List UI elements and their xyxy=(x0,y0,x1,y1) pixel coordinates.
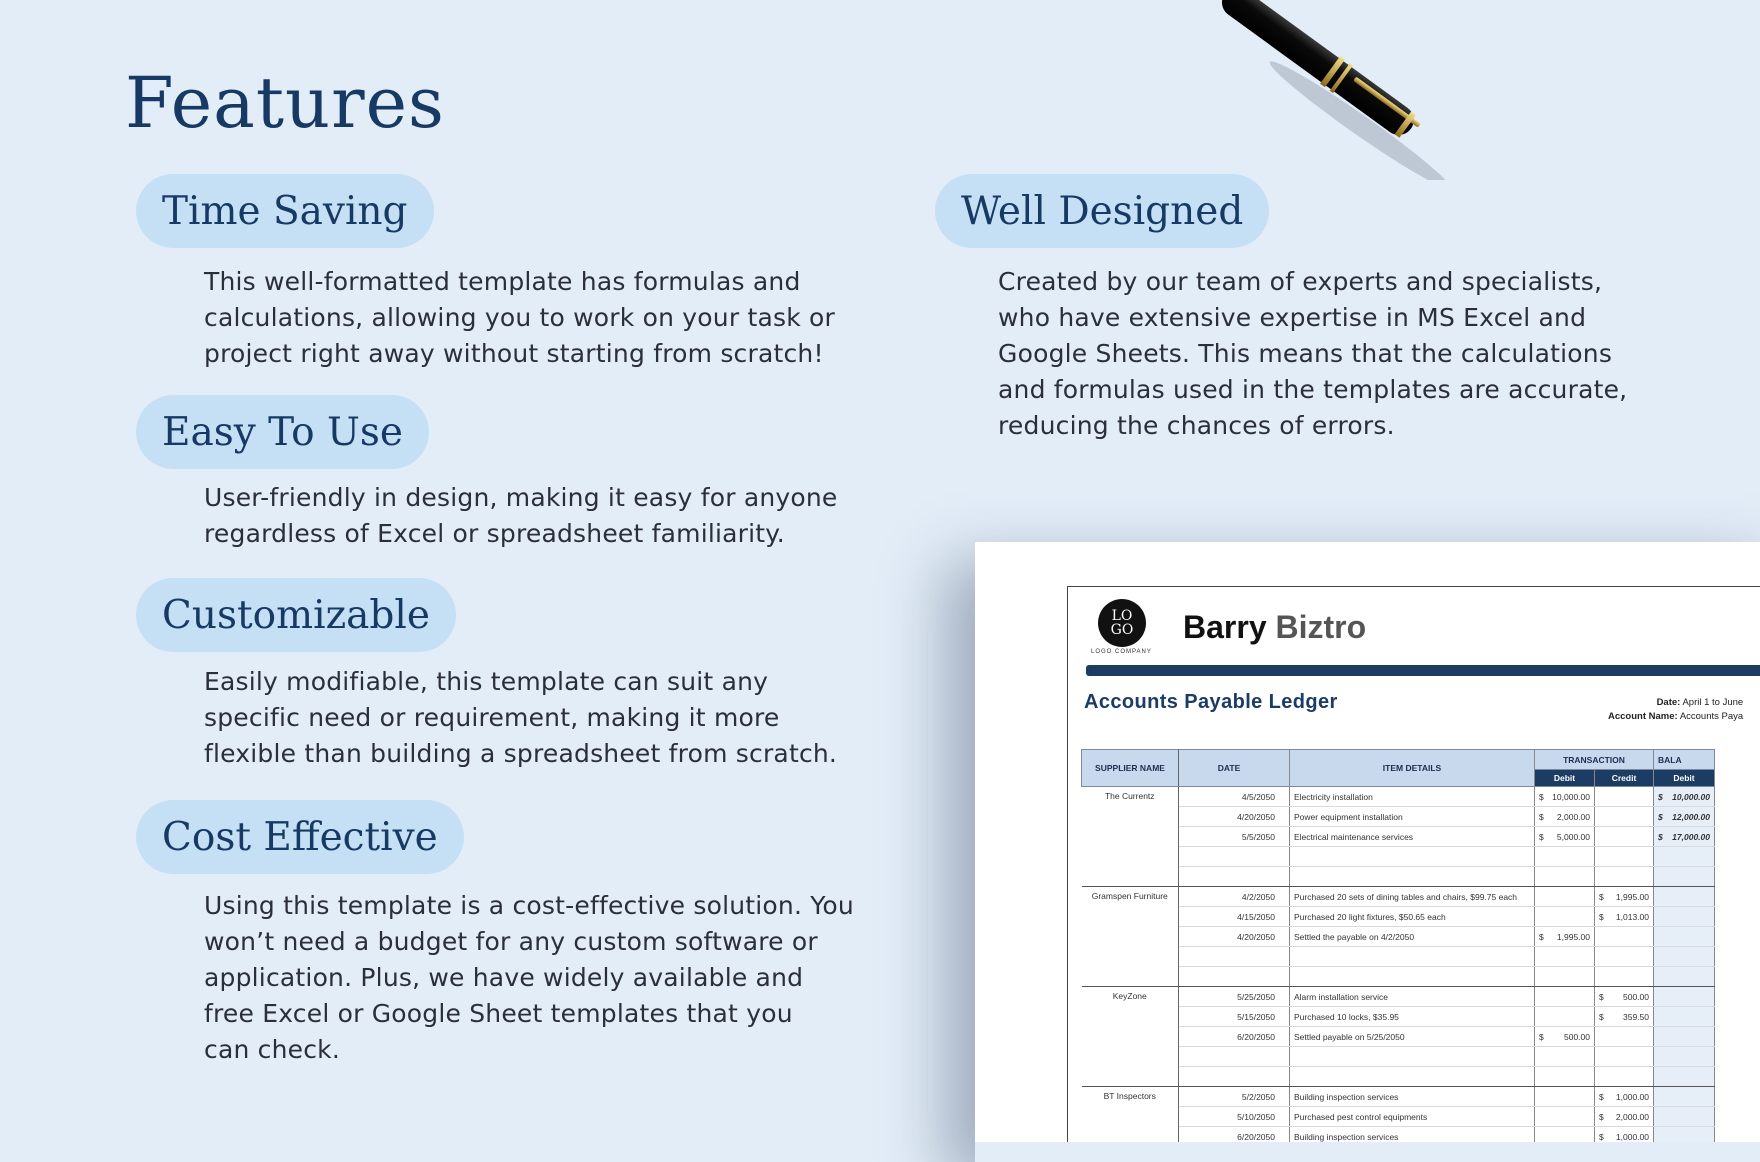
ledger-body xyxy=(1082,787,1715,1143)
logo-text-line1: LO xyxy=(1111,608,1133,624)
row-balance xyxy=(1654,947,1715,967)
amount: 359.50 xyxy=(1623,1011,1649,1022)
currency-symbol: $ xyxy=(1599,911,1604,922)
row-date: 4/5/2050 xyxy=(1179,787,1290,807)
feature-heading-well-designed: Well Designed xyxy=(935,174,1269,248)
row-balance xyxy=(1654,1007,1715,1027)
text-line: won’t need a budget for any custom software or xyxy=(204,927,818,956)
supplier-name: The Currentz xyxy=(1082,787,1179,887)
date-label: Date: xyxy=(1656,697,1681,708)
account-value: Accounts Paya xyxy=(1679,711,1744,722)
row-credit xyxy=(1595,947,1654,967)
row-date: 4/20/2050 xyxy=(1179,927,1290,947)
row-credit xyxy=(1595,1087,1654,1107)
text-line: can check. xyxy=(204,1035,340,1064)
row-balance xyxy=(1654,1087,1715,1107)
row-item-details: Purchased 20 sets of dining tables and chairs, $99.75 each xyxy=(1290,887,1535,907)
company-name-second: Biztro xyxy=(1275,609,1367,645)
row-item-details xyxy=(1290,867,1535,887)
row-item-details: Purchased 20 light fixtures, $50.65 each xyxy=(1290,907,1535,927)
row-balance xyxy=(1654,907,1715,927)
feature-text-well-designed xyxy=(998,264,1627,444)
logo-text-line2: GO xyxy=(1110,622,1134,638)
currency-symbol: $ xyxy=(1599,1131,1604,1142)
row-debit xyxy=(1535,1007,1595,1027)
row-debit xyxy=(1535,1027,1595,1047)
row-credit xyxy=(1595,847,1654,867)
amount: 10,000.00 xyxy=(1672,791,1710,802)
header-supplier: SUPPLIER NAME xyxy=(1082,750,1179,787)
row-date: 5/5/2050 xyxy=(1179,827,1290,847)
row-date: 4/2/2050 xyxy=(1179,887,1290,907)
fountain-pen-image xyxy=(1180,0,1480,180)
row-balance xyxy=(1654,1027,1715,1047)
supplier-name: Gramspen Furniture xyxy=(1082,887,1179,987)
header-balance: BALA xyxy=(1654,750,1715,770)
text-line: flexible than building a spreadsheet from scratch. xyxy=(204,739,838,768)
text-line: Using this template is a cost-effective solution. You xyxy=(204,891,854,920)
text-line: Created by our team of experts and specialists, xyxy=(998,267,1603,296)
row-credit xyxy=(1595,827,1654,847)
feature-heading-customizable: Customizable xyxy=(136,578,456,652)
row-credit xyxy=(1595,887,1654,907)
row-debit xyxy=(1535,887,1595,907)
feature-heading-cost-effective: Cost Effective xyxy=(136,800,464,874)
row-date xyxy=(1179,1047,1290,1067)
row-item-details: Settled payable on 5/25/2050 xyxy=(1290,1027,1535,1047)
table-row xyxy=(1082,987,1715,1007)
row-debit xyxy=(1535,1067,1595,1087)
row-credit xyxy=(1595,987,1654,1007)
text-line: Easily modifiable, this template can suit any xyxy=(204,667,769,696)
row-date: 4/15/2050 xyxy=(1179,907,1290,927)
ledger-table xyxy=(1081,749,1715,1142)
header-balance-debit: Debit xyxy=(1654,770,1715,787)
row-balance xyxy=(1654,787,1715,807)
amount: 1,000.00 xyxy=(1615,1091,1649,1102)
amount: 5,000.00 xyxy=(1556,831,1590,842)
row-item-details xyxy=(1290,967,1535,987)
header-divider xyxy=(1086,665,1760,676)
row-debit xyxy=(1535,907,1595,927)
text-line: reducing the chances of errors. xyxy=(998,411,1395,440)
row-debit xyxy=(1535,847,1595,867)
feature-text-cost-effective xyxy=(204,888,854,1068)
currency-symbol: $ xyxy=(1539,831,1544,842)
text-line: and formulas used in the templates are accurate, xyxy=(998,375,1628,404)
amount: 10,000.00 xyxy=(1552,791,1590,802)
row-date xyxy=(1179,1067,1290,1087)
row-date: 4/20/2050 xyxy=(1179,807,1290,827)
table-row xyxy=(1082,787,1715,807)
row-balance xyxy=(1654,1067,1715,1087)
row-debit xyxy=(1535,827,1595,847)
row-debit xyxy=(1535,967,1595,987)
amount: 17,000.00 xyxy=(1672,831,1710,842)
row-debit xyxy=(1535,927,1595,947)
amount: 1,995.00 xyxy=(1556,931,1590,942)
text-line: free Excel or Google Sheet templates that you xyxy=(204,999,793,1028)
feature-heading-easy-to-use: Easy To Use xyxy=(136,395,429,469)
row-balance xyxy=(1654,847,1715,867)
feature-text-customizable xyxy=(204,664,837,772)
row-debit xyxy=(1535,787,1595,807)
supplier-name: KeyZone xyxy=(1082,987,1179,1087)
currency-symbol: $ xyxy=(1539,931,1544,942)
row-item-details: Alarm installation service xyxy=(1290,987,1535,1007)
currency-symbol: $ xyxy=(1539,1031,1544,1042)
row-item-details: Building inspection services xyxy=(1290,1087,1535,1107)
row-credit xyxy=(1595,927,1654,947)
row-credit xyxy=(1595,1067,1654,1087)
text-line: project right away without starting from scratch! xyxy=(204,339,824,368)
header-credit: Credit xyxy=(1595,770,1654,787)
row-balance xyxy=(1654,1047,1715,1067)
text-line: regardless of Excel or spreadsheet familiarity. xyxy=(204,519,785,548)
row-date: 5/2/2050 xyxy=(1179,1087,1290,1107)
row-balance xyxy=(1654,827,1715,847)
row-date: 5/25/2050 xyxy=(1179,987,1290,1007)
row-balance xyxy=(1654,987,1715,1007)
row-item-details xyxy=(1290,947,1535,967)
currency-symbol: $ xyxy=(1599,1011,1604,1022)
amount: 1,000.00 xyxy=(1615,1131,1649,1142)
table-row xyxy=(1082,1087,1715,1107)
row-credit xyxy=(1595,787,1654,807)
currency-symbol: $ xyxy=(1658,831,1663,842)
text-line: who have extensive expertise in MS Excel and xyxy=(998,303,1587,332)
text-line: calculations, allowing you to work on your task or xyxy=(204,303,835,332)
row-credit xyxy=(1595,907,1654,927)
header-date: DATE xyxy=(1179,750,1290,787)
ledger-title: Accounts Payable Ledger xyxy=(1084,691,1338,713)
row-item-details: Settled the payable on 4/2/2050 xyxy=(1290,927,1535,947)
row-item-details xyxy=(1290,847,1535,867)
row-balance xyxy=(1654,1107,1715,1127)
row-credit xyxy=(1595,1107,1654,1127)
row-date xyxy=(1179,867,1290,887)
row-date: 5/15/2050 xyxy=(1179,1007,1290,1027)
amount: 2,000.00 xyxy=(1615,1111,1649,1122)
row-credit xyxy=(1595,967,1654,987)
logo-icon xyxy=(1098,599,1146,647)
amount: 500.00 xyxy=(1623,991,1649,1002)
header-debit: Debit xyxy=(1535,770,1595,787)
row-debit xyxy=(1535,807,1595,827)
row-item-details: Electricity installation xyxy=(1290,787,1535,807)
row-credit xyxy=(1595,867,1654,887)
header-transaction: TRANSACTION xyxy=(1535,750,1654,770)
row-date xyxy=(1179,947,1290,967)
row-item-details: Electrical maintenance services xyxy=(1290,827,1535,847)
row-balance xyxy=(1654,927,1715,947)
row-credit xyxy=(1595,807,1654,827)
currency-symbol: $ xyxy=(1599,1111,1604,1122)
text-line: This well-formatted template has formulas and xyxy=(204,267,801,296)
row-balance xyxy=(1654,867,1715,887)
text-line: application. Plus, we have widely available and xyxy=(204,963,804,992)
row-debit xyxy=(1535,987,1595,1007)
row-item-details: Purchased 10 locks, $35.95 xyxy=(1290,1007,1535,1027)
spreadsheet-preview xyxy=(975,542,1760,1142)
row-credit xyxy=(1595,1007,1654,1027)
amount: 1,995.00 xyxy=(1615,891,1649,902)
currency-symbol: $ xyxy=(1599,1091,1604,1102)
account-label: Account Name: xyxy=(1608,711,1678,722)
logo-caption: LOGO COMPANY xyxy=(1091,649,1152,655)
header-item-details: ITEM DETAILS xyxy=(1290,750,1535,787)
row-date: 6/20/2050 xyxy=(1179,1027,1290,1047)
company-name xyxy=(1183,609,1366,646)
row-debit xyxy=(1535,1087,1595,1107)
ledger-document xyxy=(1067,586,1760,1142)
amount: 1,013.00 xyxy=(1615,911,1649,922)
row-item-details: Building inspection services xyxy=(1290,1127,1535,1143)
page-title: Features xyxy=(125,62,445,144)
currency-symbol: $ xyxy=(1599,891,1604,902)
row-item-details xyxy=(1290,1047,1535,1067)
feature-text-easy-to-use xyxy=(204,480,838,552)
company-name-first: Barry xyxy=(1183,609,1267,645)
row-balance xyxy=(1654,967,1715,987)
row-item-details: Purchased pest control equipments xyxy=(1290,1107,1535,1127)
row-credit xyxy=(1595,1027,1654,1047)
amount: 2,000.00 xyxy=(1556,811,1590,822)
row-balance xyxy=(1654,807,1715,827)
currency-symbol: $ xyxy=(1539,811,1544,822)
row-balance xyxy=(1654,887,1715,907)
row-item-details: Power equipment installation xyxy=(1290,807,1535,827)
row-debit xyxy=(1535,1047,1595,1067)
row-date: 5/10/2050 xyxy=(1179,1107,1290,1127)
row-debit xyxy=(1535,1107,1595,1127)
row-item-details xyxy=(1290,1067,1535,1087)
row-credit xyxy=(1595,1047,1654,1067)
text-line: Google Sheets. This means that the calculations xyxy=(998,339,1613,368)
supplier-name: BT Inspectors xyxy=(1082,1087,1179,1143)
ledger-meta xyxy=(1608,697,1743,725)
row-date: 6/20/2050 xyxy=(1179,1127,1290,1143)
amount: 12,000.00 xyxy=(1672,811,1710,822)
table-row xyxy=(1082,887,1715,907)
currency-symbol: $ xyxy=(1599,991,1604,1002)
row-date xyxy=(1179,967,1290,987)
text-line: User-friendly in design, making it easy for anyone xyxy=(204,483,838,512)
currency-symbol: $ xyxy=(1658,791,1663,802)
feature-heading-time-saving: Time Saving xyxy=(136,174,434,248)
text-line: specific need or requirement, making it more xyxy=(204,703,780,732)
currency-symbol: $ xyxy=(1658,811,1663,822)
row-debit xyxy=(1535,867,1595,887)
feature-text-time-saving xyxy=(204,264,835,372)
amount: 500.00 xyxy=(1564,1031,1590,1042)
currency-symbol: $ xyxy=(1539,791,1544,802)
row-debit xyxy=(1535,947,1595,967)
row-date xyxy=(1179,847,1290,867)
date-value: April 1 to June xyxy=(1682,697,1744,708)
